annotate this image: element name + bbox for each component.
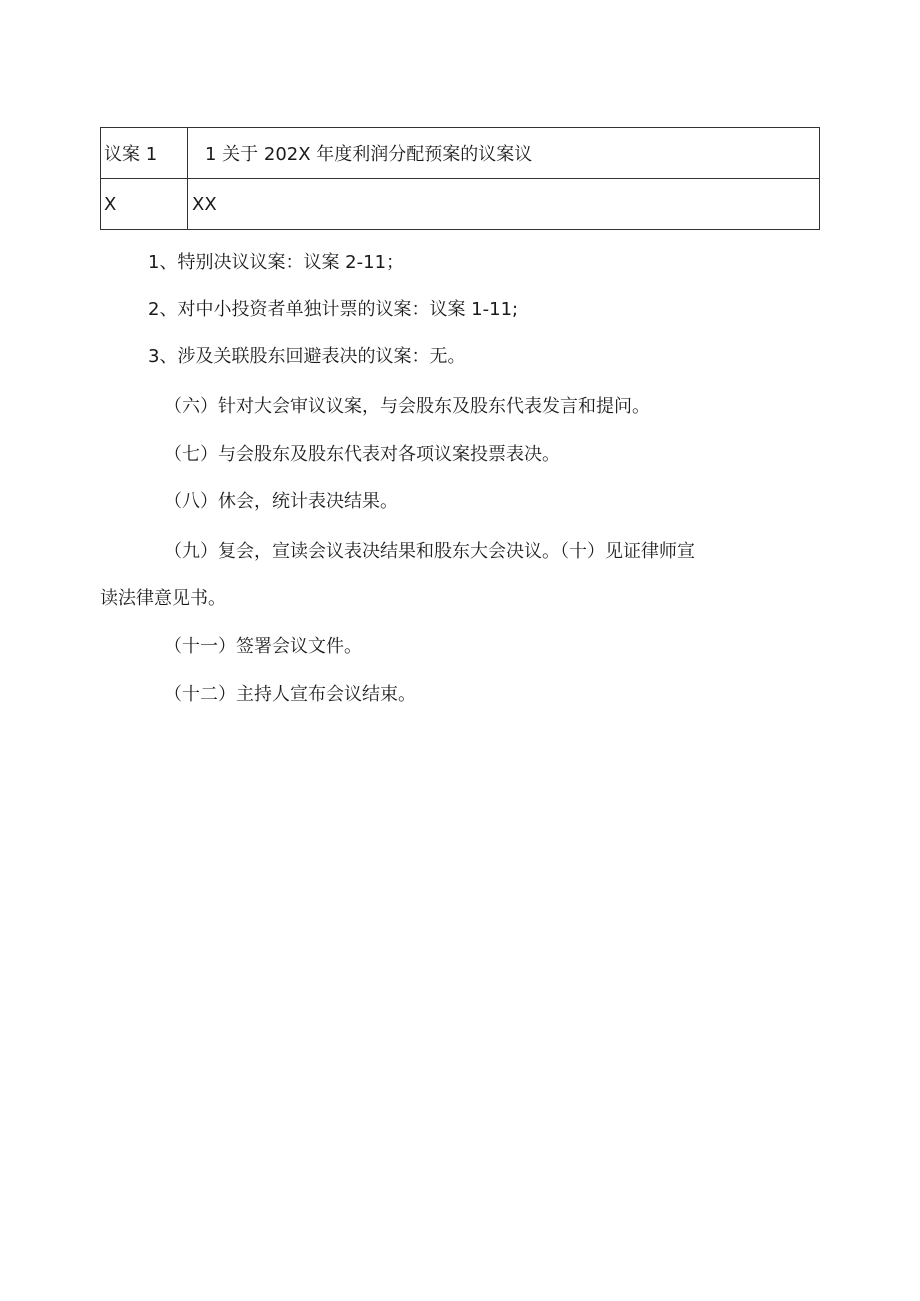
note-special-resolution: 1、特别决议议案：议案 2-11； [148,252,405,273]
step-eleven: （十一）签署会议文件。 [164,636,362,657]
step-six: （六）针对大会审议议案，与会股东及股东代表发言和提问。 [164,396,650,417]
table-row [101,179,820,230]
motion-table [100,127,820,230]
step-twelve: （十二）主持人宣布会议结束。 [164,684,416,705]
table-row [101,128,820,179]
step-eight: （八）休会，统计表决结果。 [164,491,398,512]
note-minority-investors: 2、对中小投资者单独计票的议案：议案 1-11; [148,299,519,320]
table-cell-motion-title: 1 关于 202X 年度利润分配预案的议案议 [188,128,820,179]
step-nine-line1: （九）复会，宣读会议表决结果和股东大会决议。（十）见证律师宣 [164,541,695,562]
table-cell-motion-number: 议案 1 [101,128,188,179]
table-cell-motion-title: XX [188,179,820,230]
table-cell-motion-number: X [101,179,188,230]
step-seven: （七）与会股东及股东代表对各项议案投票表决。 [164,444,560,465]
note-related-shareholders: 3、涉及关联股东回避表决的议案：无。 [148,346,466,367]
step-nine-line2: 读法律意见书。 [100,588,226,609]
